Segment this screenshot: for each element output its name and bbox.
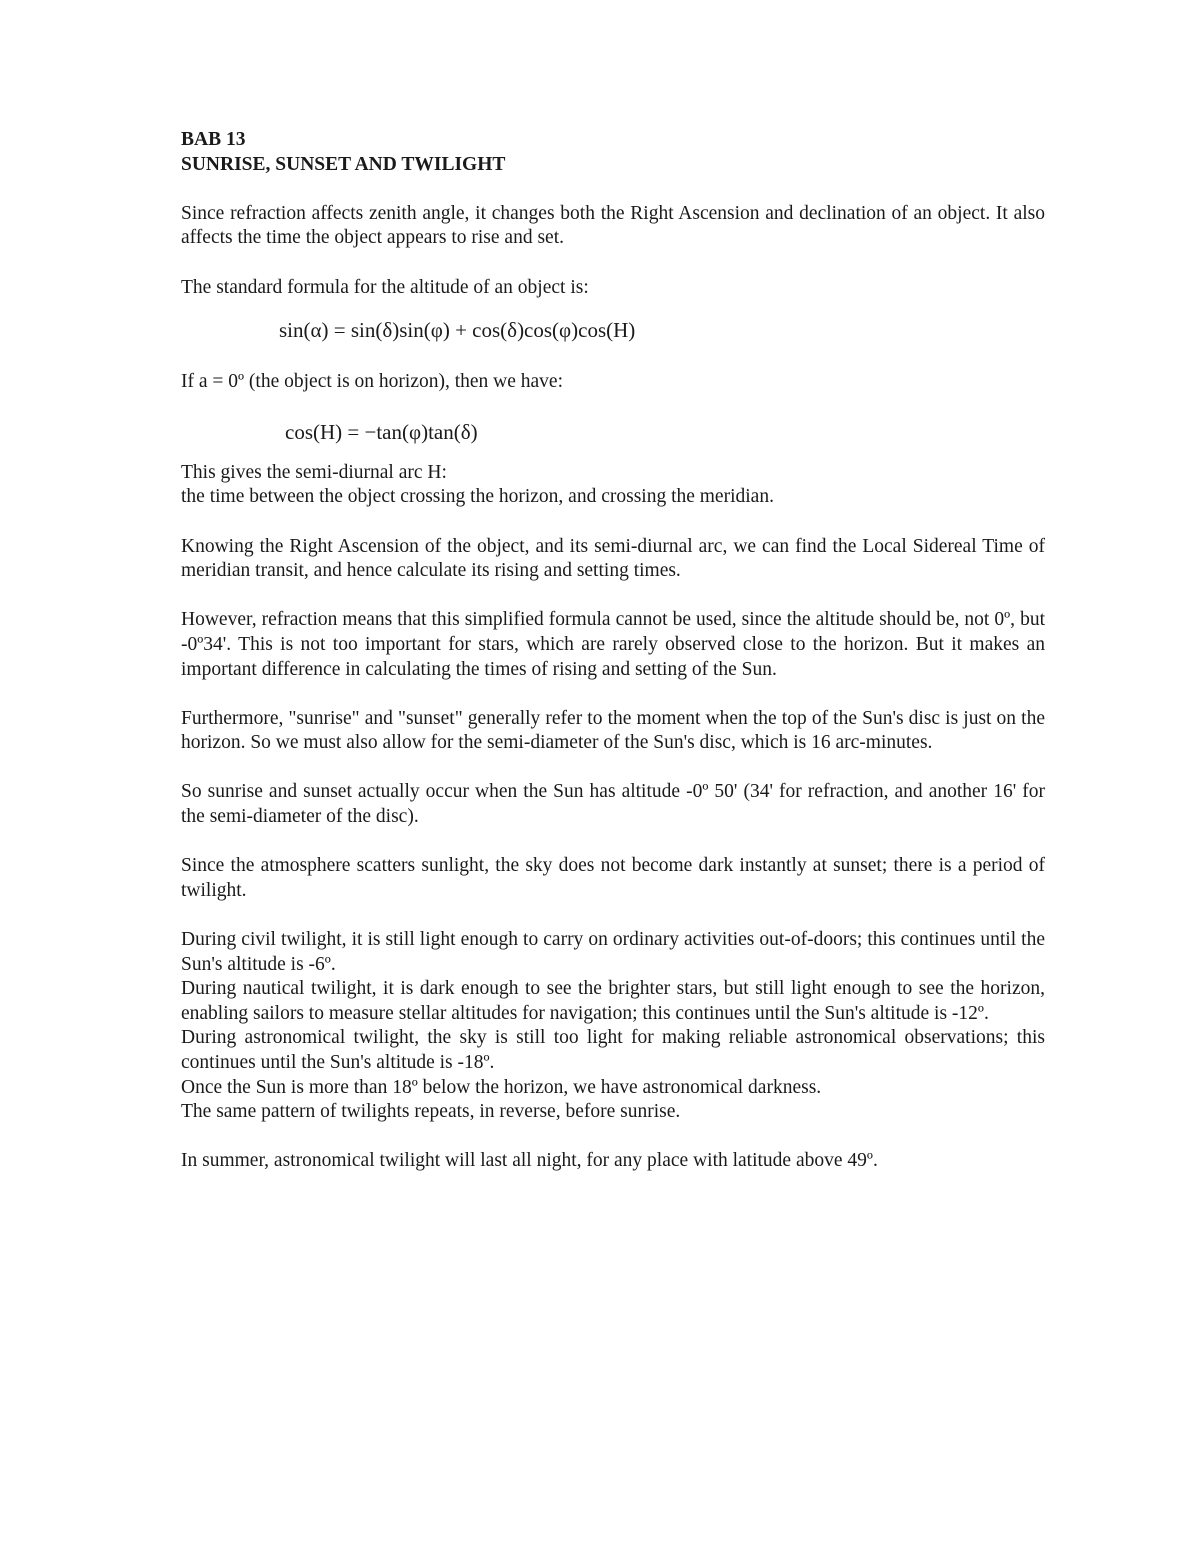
paragraph-astronomical-twilight: During astronomical twilight, the sky is still too light for making reliable astronomical observations; this continues until the Sun's altitude is -18º. xyxy=(181,1027,1045,1073)
hour-angle-formula: cos(H) = −tan(φ)tan(δ) xyxy=(285,419,478,444)
paragraph-twilight-intro: Since the atmosphere scatters sunlight, the sky does not become dark instantly at sunset; there is a period of twilight. xyxy=(181,855,1045,901)
document-page xyxy=(181,128,1045,1199)
paragraph-twilight-reverse: The same pattern of twilights repeats, in reverse, before sunrise. xyxy=(181,1101,681,1123)
paragraph-sunrise-altitude: So sunrise and sunset actually occur when the Sun has altitude -0º 50' (34' for refraction, and another 16' for the semi-diameter of the disc). xyxy=(181,781,1045,828)
paragraph-horizon-case: If a = 0º (the object is on horizon), then we have: xyxy=(181,371,564,393)
altitude-formula: sin(α) = sin(δ)sin(φ) + cos(δ)cos(φ)cos(H) xyxy=(279,318,636,343)
paragraph-summer-twilight: In summer, astronomical twilight will last all night, for any place with latitude above 49º. xyxy=(181,1150,878,1172)
paragraph-refraction-correction: However, refraction means that this simplified formula cannot be used, since the altitude should be, not 0º, but -0º34'. This is not too important for stars, which are rarely observed close to the horizon. But it makes an important difference in calculating the times of rising and setting of the Sun. xyxy=(181,609,1045,680)
page-title: SUNRISE, SUNSET AND TWILIGHT xyxy=(181,153,506,175)
chapter-label: BAB 13 xyxy=(181,129,246,150)
paragraph-nautical-twilight: During nautical twilight, it is dark enough to see the brighter stars, but still light enough to see the horizon, enabling sailors to measure stellar altitudes for navigation; this continues until the Sun's altitude is -12º. xyxy=(181,978,1045,1024)
paragraph-sidereal-time: Knowing the Right Ascension of the object, and its semi-diurnal arc, we can find the Local Sidereal Time of meridian transit, and hence calculate its rising and setting times. xyxy=(181,535,1045,582)
paragraph-refraction-intro: Since refraction affects zenith angle, it changes both the Right Ascension and declination of an object. It also affects the time the object appears to rise and set. xyxy=(181,202,1045,249)
paragraph-altitude-formula-intro: The standard formula for the altitude of an object is: xyxy=(181,276,589,298)
paragraph-semi-diurnal-arc: This gives the semi-diurnal arc H: xyxy=(181,461,447,483)
paragraph-astronomical-darkness: Once the Sun is more than 18º below the horizon, we have astronomical darkness. xyxy=(181,1076,822,1098)
paragraph-semi-diurnal-definition: the time between the object crossing the horizon, and crossing the meridian. xyxy=(181,486,774,508)
paragraph-semi-diameter: Furthermore, "sunrise" and "sunset" generally refer to the moment when the top of the Sun's disc is just on the horizon. So we must also allow for the semi-diameter of the Sun's disc, which is 16 arc-minutes. xyxy=(181,707,1045,754)
paragraph-civil-twilight: During civil twilight, it is still light enough to carry on ordinary activities out-of-doors; this continues until the Sun's altitude is -6º. xyxy=(181,929,1045,975)
